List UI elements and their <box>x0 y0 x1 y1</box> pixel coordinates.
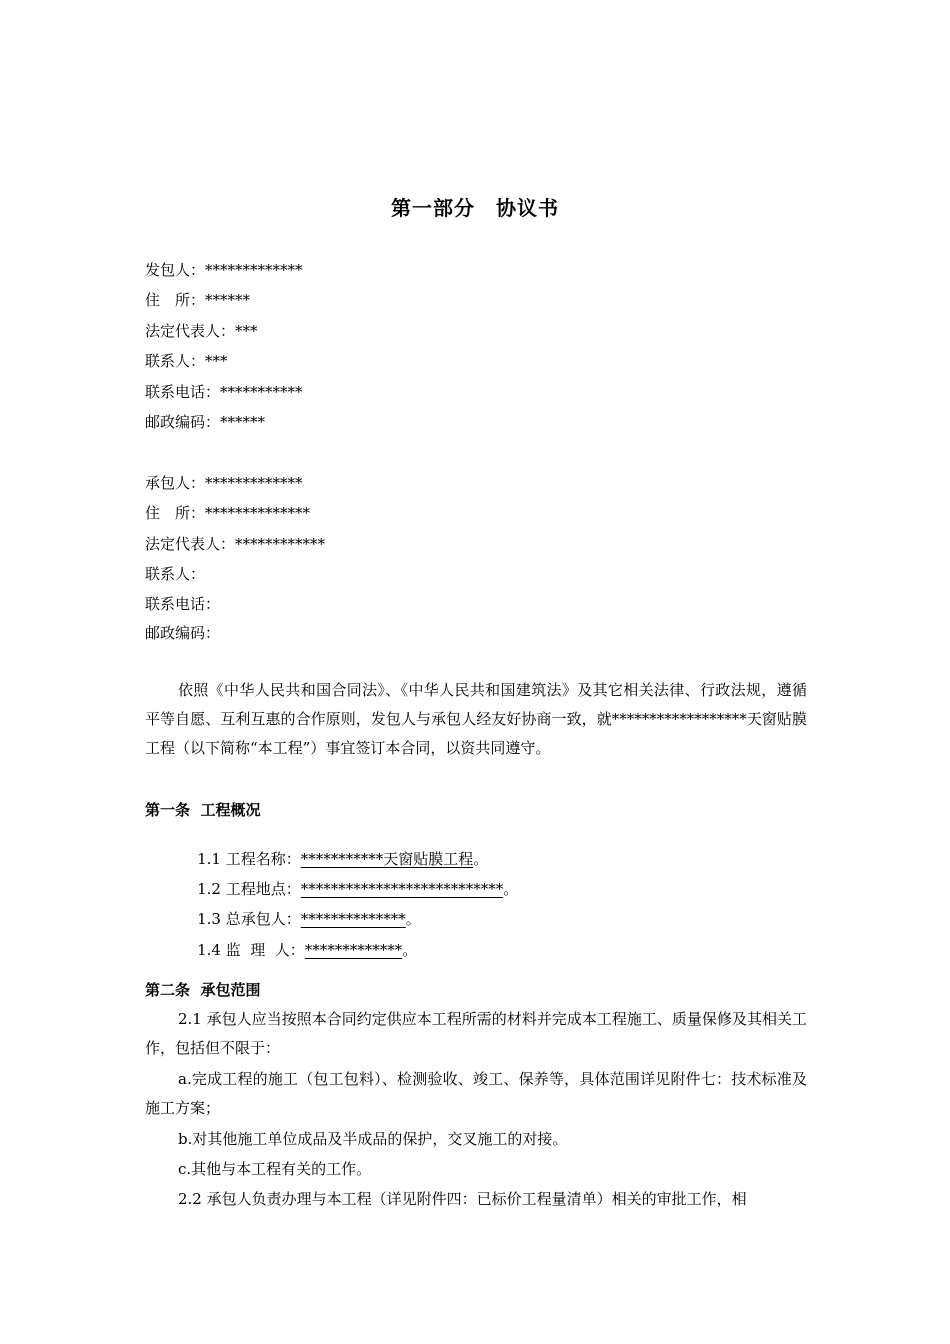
employer-contact: 联系人：*** <box>145 352 228 370</box>
employer-legal-rep: 法定代表人：*** <box>145 322 258 340</box>
item-end: 。 <box>473 850 489 868</box>
contractor-contact: 联系人： <box>145 565 206 583</box>
article2-clause-2-1: 2.1 承包人应当按照本合同约定供应本工程所需的材料并完成本工程施工、质量保修及其相关工作，包括但不限于： <box>145 1010 807 1057</box>
contractor-postcode: 邮政编码： <box>145 624 221 642</box>
item-label: 1.1 工程名称： <box>197 850 301 868</box>
article2-heading: 第二条 承包范围 <box>145 981 261 999</box>
page-title: 第一部分 协议书 <box>391 196 559 220</box>
item-end: 。 <box>402 941 418 959</box>
article2-clause-b: b.对其他施工单位成品及半成品的保护，交叉施工的对接。 <box>178 1130 568 1148</box>
item-value: ***********天窗贴膜工程 <box>300 850 474 868</box>
employer-name: 发包人：************* <box>145 261 303 279</box>
item-value: ************* <box>304 941 403 959</box>
preamble-paragraph: 依照《中华人民共和国合同法》、《中华人民共和国建筑法》及其它相关法律、行政法规，遵循平等自愿、互利互惠的合作原则，发包人与承包人经友好协商一致，就******************天窗贴膜工程（以下简称“本工程”）事宜签订本合同，以资共同遵守。 <box>145 681 807 757</box>
article1-item-supervisor <box>178 920 417 980</box>
employer-address: 住 所：****** <box>145 291 251 309</box>
contractor-address: 住 所：************** <box>145 504 311 522</box>
article2-clause-c: c.其他与本工程有关的工作。 <box>178 1160 372 1178</box>
item-label: 1.4 监 理 人： <box>197 941 305 959</box>
item-value: *************************** <box>300 880 504 898</box>
contractor-name: 承包人：************* <box>145 474 303 492</box>
item-value: ************** <box>300 910 406 928</box>
article2-clause-2-2: 2.2 承包人负责办理与本工程（详见附件四：已标价工程量清单）相关的审批工作，相 <box>178 1190 747 1208</box>
employer-postcode: 邮政编码：****** <box>145 413 266 431</box>
item-label: 1.2 工程地点： <box>197 880 301 898</box>
item-end: 。 <box>405 910 421 928</box>
employer-phone: 联系电话：*********** <box>145 383 303 401</box>
contractor-phone: 联系电话： <box>145 595 221 613</box>
contractor-legal-rep: 法定代表人：************ <box>145 535 326 553</box>
article2-clause-a: a.完成工程的施工（包工包料）、检测验收、竣工、保养等，具体范围详见附件七：技术标准及施工方案； <box>145 1070 807 1117</box>
article1-heading: 第一条 工程概况 <box>145 801 261 819</box>
item-label: 1.3 总承包人： <box>197 910 301 928</box>
item-end: 。 <box>503 880 519 898</box>
